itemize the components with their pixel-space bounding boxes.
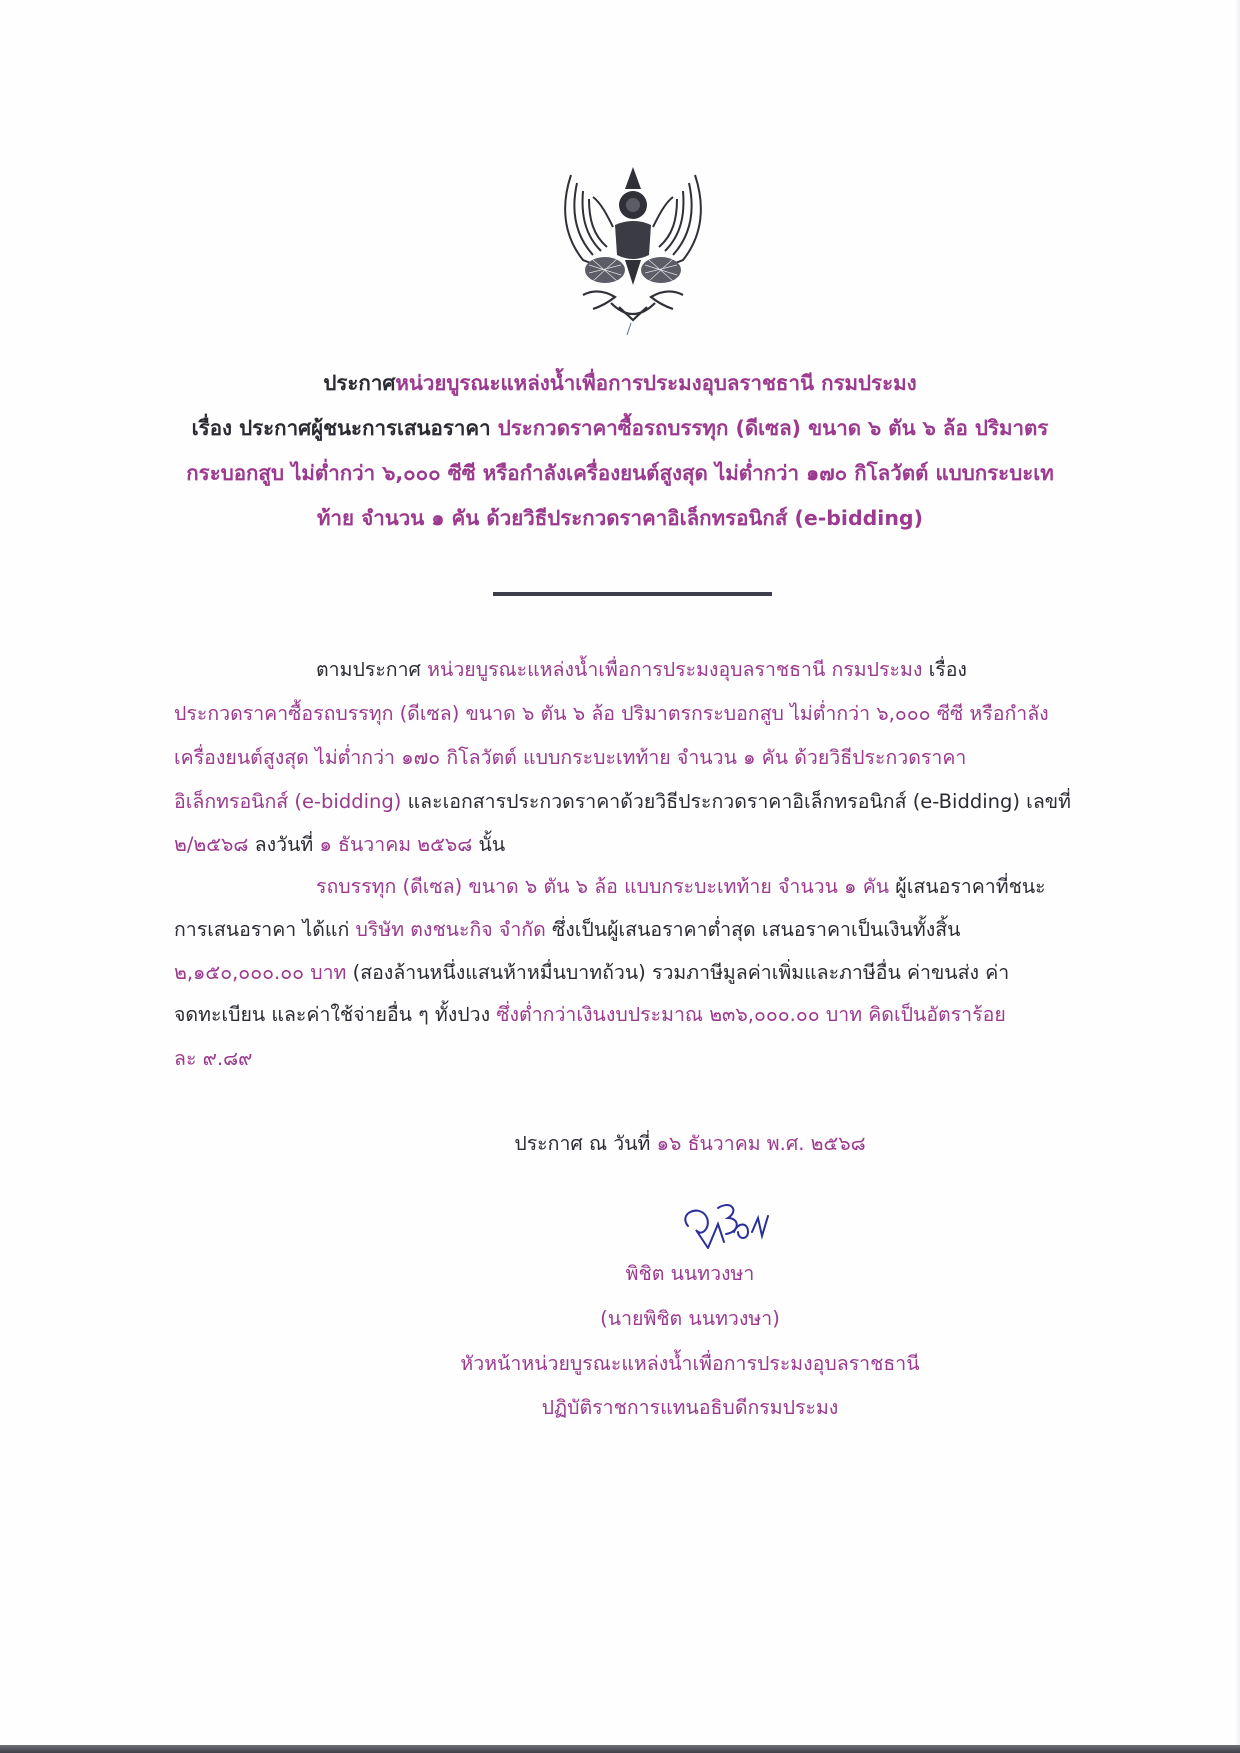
text-span: (สองล้านหนึ่งแสนห้าหมื่นบาทถ้วน) รวมภาษีมูลค่าเพิ่มและภาษีอื่น ค่าขนส่ง ค่า (346, 961, 1010, 984)
body-p1-line-1 (316, 654, 967, 685)
text-span: ลงวันที่ (248, 833, 320, 856)
body-p1-line-3: เครื่องยนต์สูงสุด ไม่ต่ำกว่า ๑๗๐ กิโลวัตต์ แบบกระบะเทท้าย จำนวน ๑ คัน ด้วยวิธีประกวดราคา (174, 746, 967, 769)
text-span: เรื่อง (922, 658, 967, 681)
title-line-1 (130, 367, 1110, 400)
signer-full-name: (นายพิชิต นนทวงษา) (600, 1307, 780, 1330)
text-span: นั้น (472, 833, 506, 856)
date-value: ๑๖ ธันวาคม พ.ศ. ๒๕๖๘ (656, 1132, 866, 1155)
announcement-date (440, 1128, 940, 1159)
body-p1-line-4 (174, 786, 1071, 817)
body-p2-line-3 (174, 957, 1009, 988)
text-span: ซึ่งเป็นผู้เสนอราคาต่ำสุด เสนอราคาเป็นเงินทั้งสิ้น (545, 918, 961, 941)
body-p2-line-5: ละ ๙.๘๙ (174, 1047, 253, 1070)
signer-position-line-1: หัวหน้าหน่วยบูรณะแหล่งน้ำเพื่อการประมงอุบลราชธานี (460, 1352, 920, 1375)
body-p2-line-1 (316, 871, 1046, 902)
winning-company: บริษัท ตงชนะกิจ จำกัด (355, 918, 546, 941)
title-line-3: กระบอกสูบ ไม่ต่ำกว่า ๖,๐๐๐ ซีซี หรือกำลังเครื่องยนต์สูงสุด ไม่ต่ำกว่า ๑๗๐ กิโลวัตต์ แบบกระบะเท (186, 461, 1054, 485)
organization-name: หน่วยบูรณะแหล่งน้ำเพื่อการประมงอุบลราชธานี กรมประมง (427, 658, 923, 681)
signer-position-line-2: ปฏิบัติราชการแทนอธิบดีกรมประมง (541, 1396, 839, 1419)
subject-text: ประกวดราคาซื้อรถบรรทุก (ดีเซล) ขนาด ๖ ตัน ๖ ล้อ ปริมาตร (497, 416, 1049, 440)
title-line-2 (130, 412, 1110, 445)
garuda-emblem-icon (553, 155, 713, 335)
item-description: รถบรรทุก (ดีเซล) ขนาด ๖ ตัน ๖ ล้อ แบบกระบะเทท้าย จำนวน ๑ คัน (316, 875, 890, 898)
text-span: และเอกสารประกวดราคาด้วยวิธีประกวดราคาอิเล็กทรอนิกส์ (e-Bidding) เลขที่ (401, 790, 1071, 813)
scan-bottom-edge (0, 1745, 1240, 1753)
budget-comparison: ซึ่งต่ำกว่าเงินงบประมาณ ๒๓๖,๐๐๐.๐๐ บาท คิดเป็นอัตราร้อย (496, 1003, 1006, 1026)
text-span: ตามประกาศ (316, 658, 428, 681)
subject-prefix: เรื่อง ประกาศผู้ชนะการเสนอราคา (191, 416, 498, 440)
text-span: อิเล็กทรอนิกส์ (e-bidding) (174, 790, 402, 813)
handwritten-signature-icon (668, 1196, 778, 1256)
signer-name: พิชิต นนทวงษา (625, 1262, 755, 1285)
body-p1-line-2: ประกวดราคาซื้อรถบรรทุก (ดีเซล) ขนาด ๖ ตัน ๖ ล้อ ปริมาตรกระบอกสูบ ไม่ต่ำกว่า ๖,๐๐๐ ซีซี หรือกำลัง (174, 702, 1049, 725)
scan-right-edge (1234, 0, 1240, 1745)
body-p2-line-4 (174, 999, 1006, 1030)
winning-bid-amount: ๒,๑๕๐,๐๐๐.๐๐ บาท (174, 961, 347, 984)
body-p1-line-5 (174, 829, 505, 860)
body-p2-line-2 (174, 914, 960, 945)
text-span: ผู้เสนอราคาที่ชนะ (889, 875, 1046, 898)
title-organization: หน่วยบูรณะแหล่งน้ำเพื่อการประมงอุบลราชธานี กรมประมง (395, 371, 917, 395)
document-date: ๑ ธันวาคม ๒๕๖๘ (319, 833, 473, 856)
date-prefix: ประกาศ ณ วันที่ (514, 1132, 657, 1155)
title-divider (493, 592, 772, 596)
text-span: จดทะเบียน และค่าใช้จ่ายอื่น ๆ ทั้งปวง (174, 1003, 497, 1026)
document-number: ๒/๒๕๖๘ (174, 833, 249, 856)
title-line-4: ท้าย จำนวน ๑ คัน ด้วยวิธีประกวดราคาอิเล็กทรอนิกส์ (e-bidding) (317, 506, 923, 530)
title-prefix: ประกาศ (323, 371, 396, 395)
text-span: การเสนอราคา ได้แก่ (174, 918, 356, 941)
